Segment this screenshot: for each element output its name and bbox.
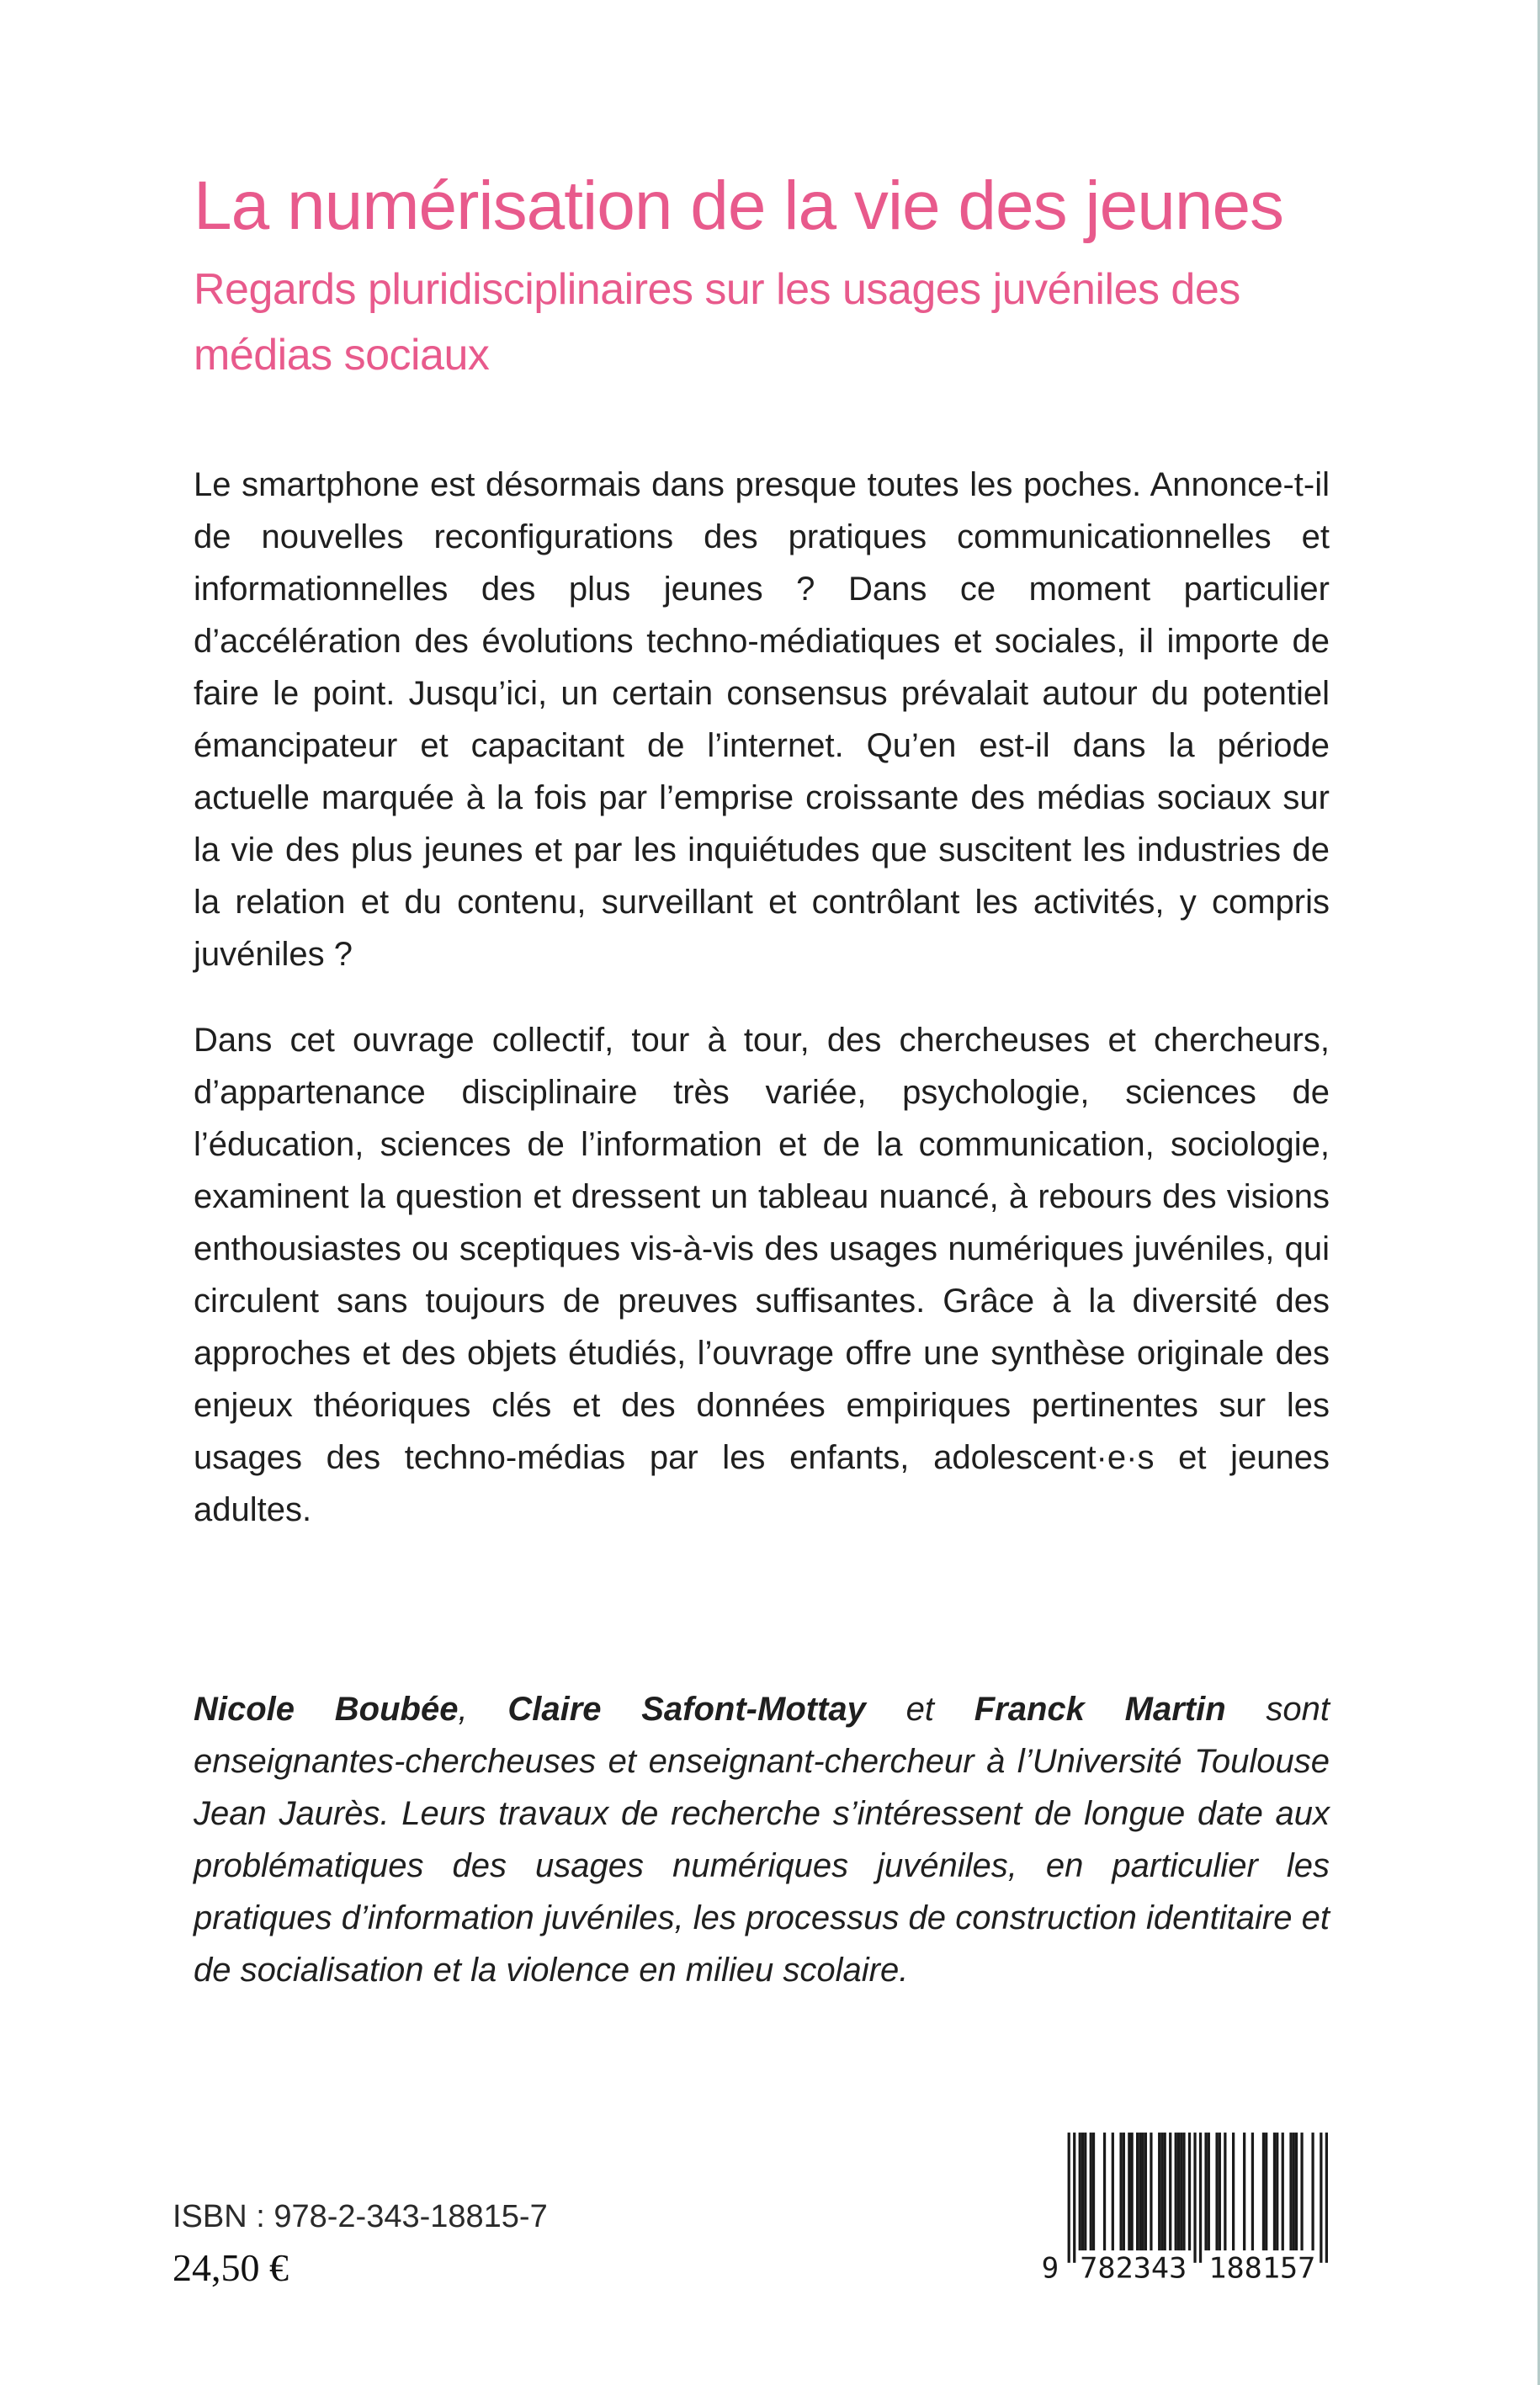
svg-text:782343: 782343	[1080, 2251, 1187, 2281]
svg-text:188157: 188157	[1208, 2251, 1316, 2281]
barcode-svg	[1040, 2133, 1328, 2281]
summary-paragraph-1: Le smartphone est désormais dans presque toutes les poches. Annonce-t-il de nouvelles reconfigurations des pratiques communicationnelles et informationnelles des plus jeunes ? Dans ce moment particulier d’accélération des évolutions techno-médiatiques et sociales, il importe de faire le point. Jusqu’ici, un certain consensus prévalait autour du potentiel émancipateur et capacitant de l’internet. Qu’en est-il dans la période actuelle marquée à la fois par l’emprise croissante des médias sociaux sur la vie des plus jeunes et par les inquiétudes que suscitent les industries de la relation et du contenu, surveillant et contrôlant les activités, y compris juvéniles ?	[194, 466, 1330, 973]
svg-text:9: 9	[1041, 2251, 1059, 2281]
authors-paragraph	[194, 1683, 1330, 1996]
author-separator-1: ,	[458, 1691, 508, 1728]
book-subtitle: Regards pluridisciplinaires sur les usages juvéniles des médias sociaux	[194, 265, 1240, 380]
author-separator-2: et	[865, 1691, 974, 1728]
authors-bio-text: sont enseignantes-chercheuses et enseignant-chercheur à l’Université Toulouse Jean Jaurès. Leurs travaux de recherche s’intéressent de longue date aux problématiques des usages numériques juvéniles, en particulier les pratiques d’information juvéniles, les processus de construction identitaire et de socialisation et la violence en milieu scolaire.	[194, 1691, 1330, 1989]
ean13-barcode	[1040, 2133, 1328, 2284]
author-name-2: Claire Safont-Mottay	[507, 1691, 866, 1728]
book-title: La numérisation de la vie des jeunes	[194, 167, 1284, 244]
isbn-text: ISBN : 978-2-343-18815-7	[173, 2199, 548, 2234]
author-name-3: Franck Martin	[974, 1691, 1226, 1728]
price-text: 24,50 €	[173, 2246, 289, 2289]
author-name-1: Nicole Boubée	[194, 1691, 459, 1728]
summary-paragraph-2: Dans cet ouvrage collectif, tour à tour, des chercheuses et chercheurs, d’appartenance disciplinaire très variée, psychologie, sciences de l’éducation, sciences de l’information et de la communication, sociologie, examinent la question et dressent un tableau nuancé, à rebours des visions enthousiastes ou sceptiques vis-à-vis des usages numériques juvéniles, qui circulent sans toujours de preuves suffisantes. Grâce à la diversité des approches et des objets étudiés, l’ouvrage offre une synthèse originale des enjeux théoriques clés et des données empiriques pertinentes sur les usages des techno-médias par les enfants, adolescent·e·s et jeunes adultes.	[194, 1022, 1330, 1528]
